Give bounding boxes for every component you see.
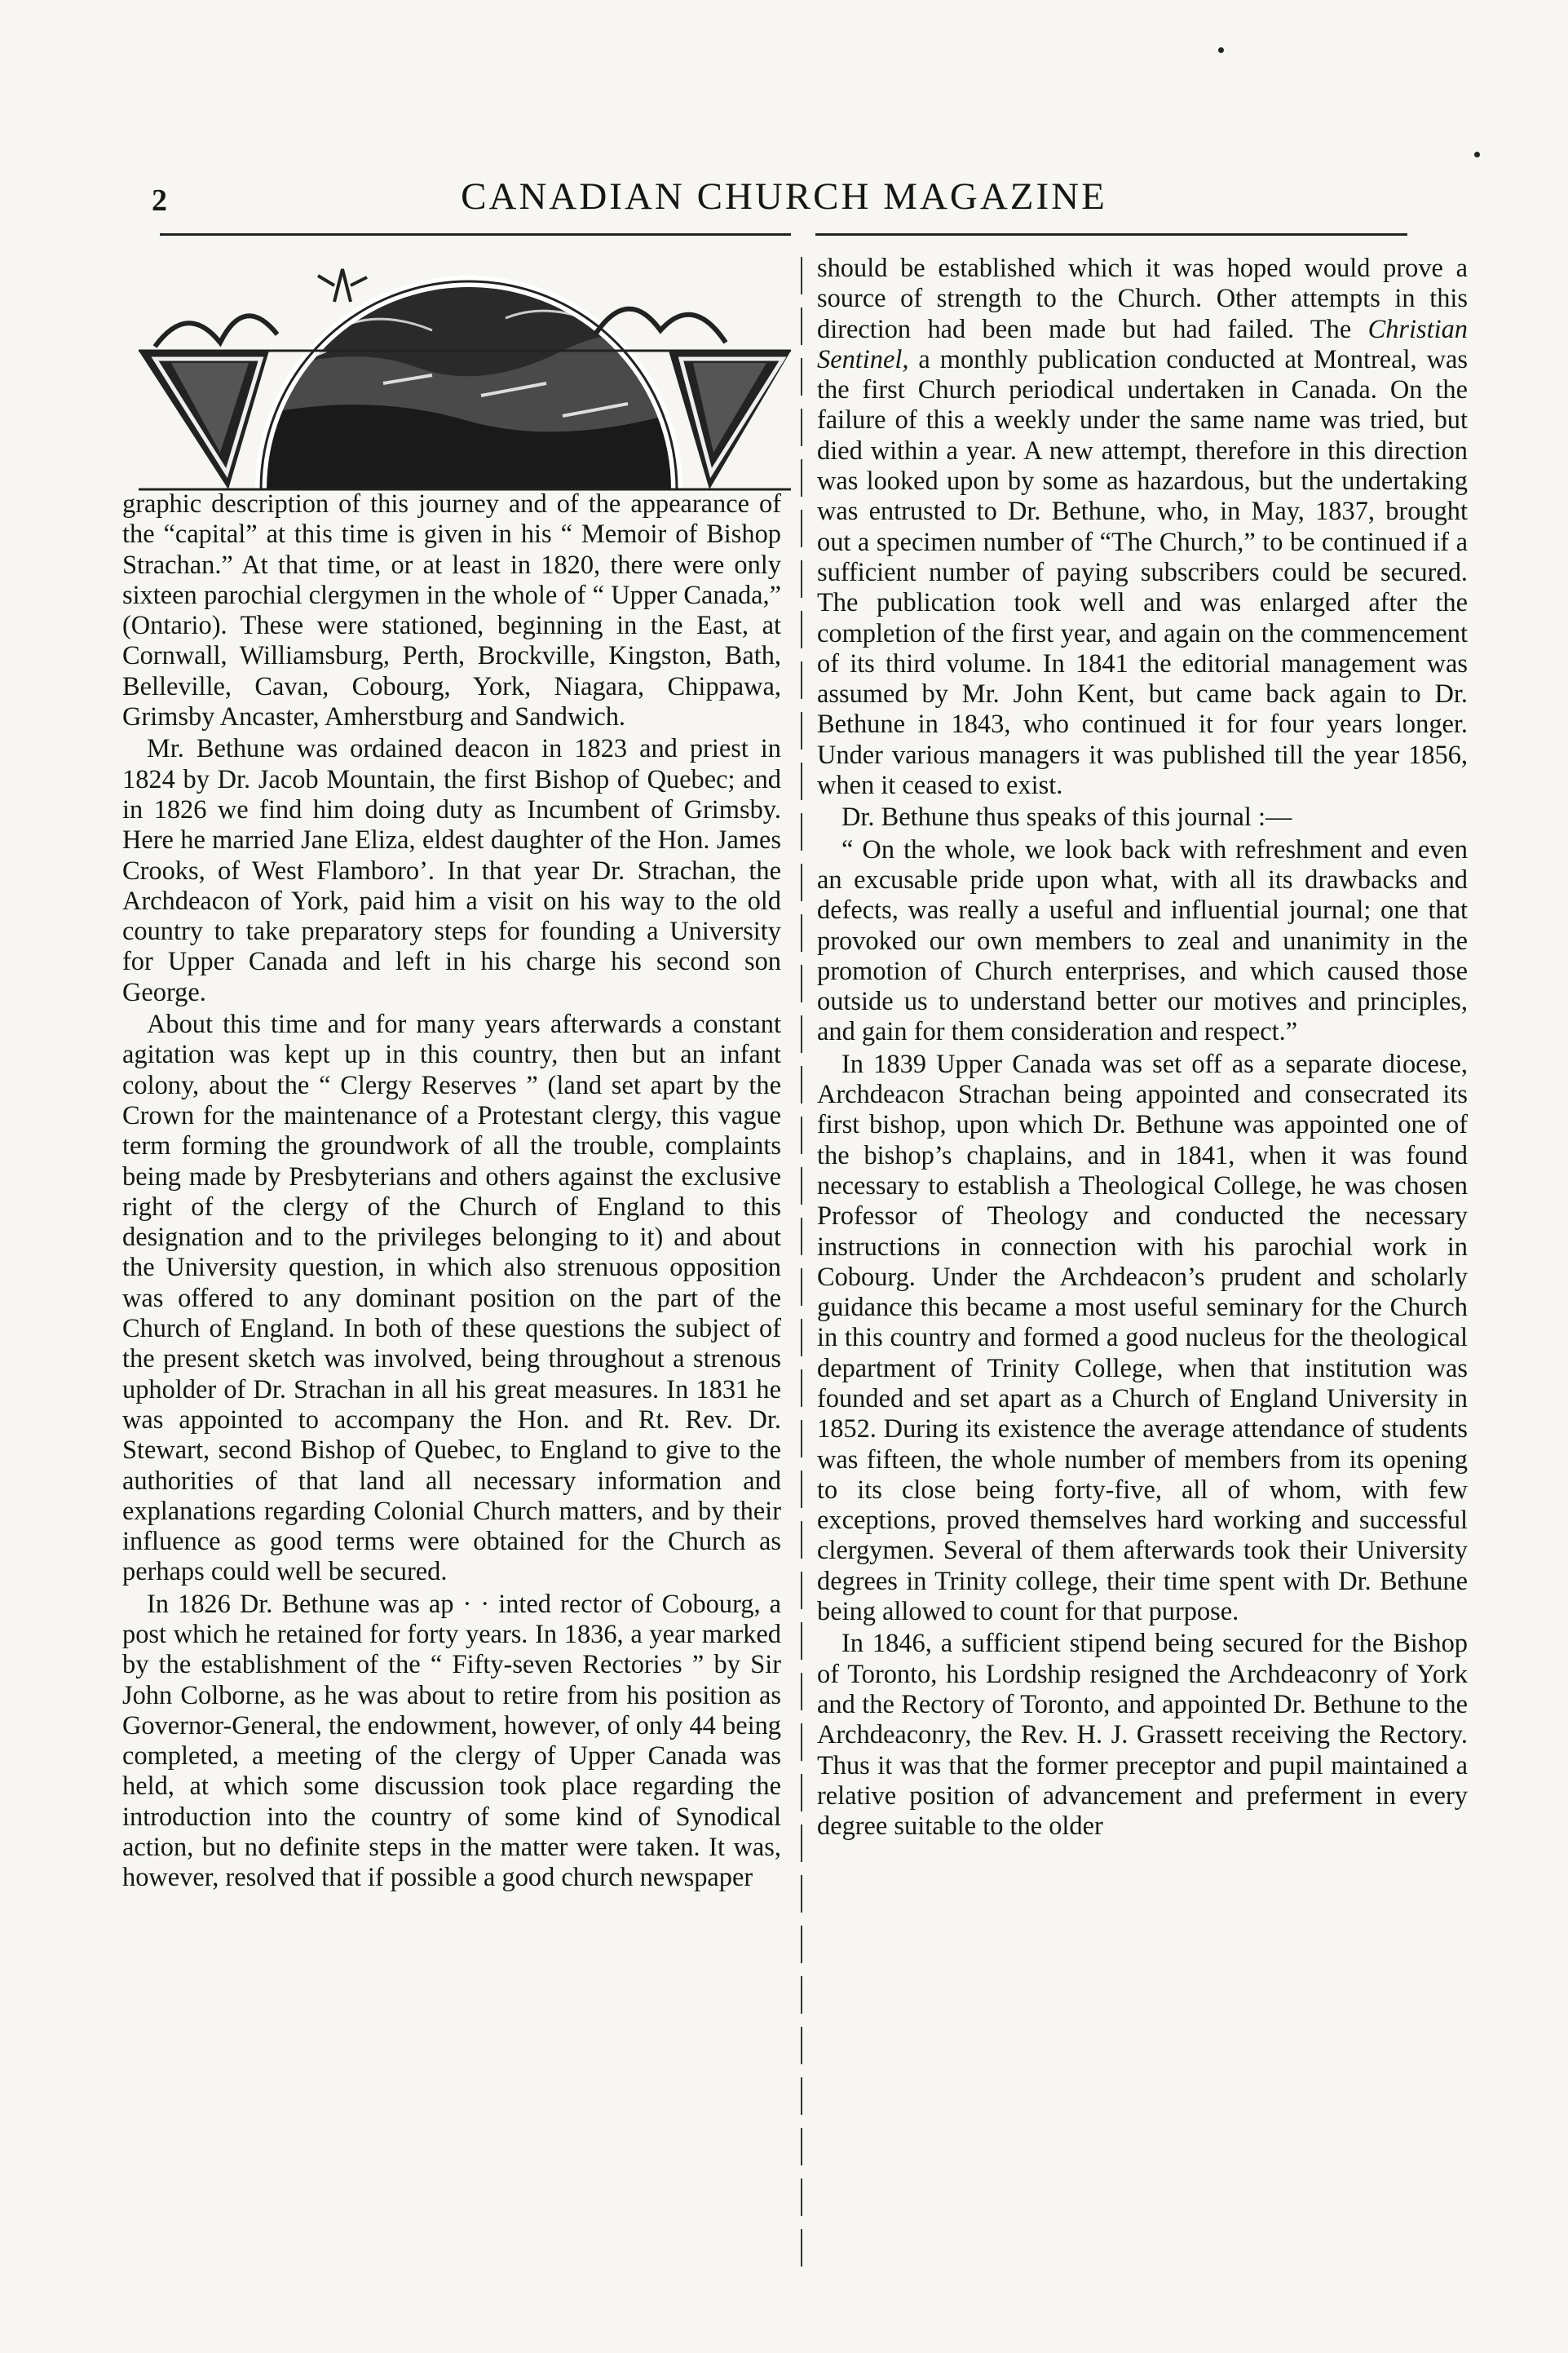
left-paragraph-3: About this time and for many years afterwards a constant agitation was kept up in this country, then but an infant colony, about the “ Clergy Reserves ” (land set apart by the Crown for the maintenance of a Protestant clergy, this vague term forming the groundwork of all the trouble, complaints being made by Presbyterians and others against the exclusive right of the clergy of the Church of England to this designation and to the privileges belonging to it) and about the University question, in which also strenuous opposition was offered to any dominant position on the part of the Church of England. In both of these questions the subject of the present sketch was involved, being throughout a strenous upholder of Dr. Strachan in all his great measures. In 1831 he was appointed to accompany the Hon. and Rt. Rev. Dr. Stewart, second Bishop of Quebec, to England to give to the authorities of that land all necessary information and explanations regarding Colonial Church matters, and by their influence as good terms were obtained for the Church as perhaps could well be secured. <box>122 1010 781 1587</box>
stray-dot-top <box>1218 47 1224 53</box>
left-paragraph-4: In 1826 Dr. Bethune was ap · · inted rector of Cobourg, a post which he retained for forty years. In 1836, a year marked by the establishment of the “ Fifty-seven Rectories ” by Sir John Colborne, as he was about to retire from his position as Governor-General, the endowment, however, of only 44 being completed, a meeting of the clergy of Upper Canada was held, at which some discussion took place regarding the introduction into the country of some kind of Synodical action, but no definite steps in the matter were taken. It was, however, resolved that if possible a good church newspaper <box>122 1589 781 1893</box>
right-paragraph-3-quote: “ On the whole, we look back with refreshment and even an excusable pride upon what, with all its drawbacks and defects, was really a useful and influential journal; one that provoked our own members to zeal and unanimity in the promotion of Church enterprises, and which caused those outside us to understand better our motives and principles, and gain for them consideration and respect.” <box>817 834 1468 1047</box>
right-column <box>817 254 1468 1842</box>
header-rule-left <box>160 233 791 236</box>
running-title: CANADIAN CHURCH MAGAZINE <box>461 175 1107 218</box>
column-divider <box>801 257 802 2271</box>
left-column <box>122 489 781 1894</box>
right-paragraph-5: In 1846, a sufficient stipend being secured for the Bishop of Toronto, his Lordship resigned the Archdeaconry of York and the Rectory of Toronto, and appointed Dr. Bethune to the Archdeaconry, the Rev. H. J. Grassett receiving the Rectory. Thus it was that the former preceptor and pupil maintained a relative position of advancement and preferment in every degree suitable to the older <box>817 1629 1468 1842</box>
left-paragraph-2: Mr. Bethune was ordained deacon in 1823 and priest in 1824 by Dr. Jacob Mountain, the first Bishop of Quebec; and in 1826 we find him doing duty as Incumbent of Grimsby. Here he married Jane Eliza, eldest daughter of the Hon. James Crooks, of West Flamboro’. In that year Dr. Strachan, the Archdeacon of York, paid him a visit on his way to the old country to take preparatory steps for founding a University for Upper Canada and left in his charge his second son George. <box>122 734 781 1007</box>
right-paragraph-1 <box>817 254 1468 801</box>
header-rule-right <box>815 233 1407 236</box>
landscape-arch-ornament-icon <box>139 253 791 493</box>
right-paragraph-1-start: should be established which it was hoped would prove a source of strength to the Church. Other attempts in this direction had been made but had failed. The <box>817 254 1468 344</box>
page-number: 2 <box>152 184 167 218</box>
right-paragraph-1-rest: a monthly publication conducted at Montreal, was the first Church periodical undertaken in Canada. On the failure of this a weekly under the same name was tried, but died within a year. A new attempt, therefore in this direction was looked upon by some as hazardous, but the undertaking was entrusted to Dr. Bethune, who, in May, 1837, brought out a specimen number of “The Church,” to be continued if a sufficient number of paying subscribers could be secured. The publication took well and was enlarged after the completion of the first year, and again on the commencement of its third volume. In 1841 the editorial management was assumed by Mr. John Kent, but came back again to Dr. Bethune in 1843, who continued it for four years longer. Under various managers it was published till the year 1856, when it ceased to exist. <box>817 344 1469 801</box>
right-paragraph-4: In 1839 Upper Canada was set off as a separate diocese, Archdeacon Strachan being appointed and consecrated its first bishop, upon which Dr. Bethune was appointed one of the bishop’s chaplains, and in 1841, when it was found necessary to establish a Theological College, he was chosen Professor of Theology and conducted the necessary instructions in connection with his parochial work in Cobourg. Under the Archdeacon’s prudent and scholarly guidance this became a most useful seminary for the Church in this country and formed a good nucleus for the theological department of Trinity College, when that institution was founded and set apart as a Church of England University in 1852. During its existence the average attendance of students was fifteen, the whole number of members from its opening to its close being forty-five, all of whom, with few exceptions, proved themselves hard working and successful clergymen. Several of them afterwards took their University degrees in Trinity college, their time spent with Dr. Bethune being allowed to count for that purpose. <box>817 1049 1468 1627</box>
page-header <box>0 0 1568 245</box>
left-paragraph-1: graphic description of this journey and of the appearance of the “capital” at this time is given in his “ Memoir of Bishop Strachan.” At that time, or at least in 1820, there were only sixteen parochial clergymen in the whole of “ Upper Canada,” (Ontario). These were stationed, beginning in the East, at Cornwall, Williamsburg, Perth, Brockville, Kingston, Bath, Belleville, Cavan, Cobourg, York, Niagara, Chippawa, Grimsby Ancaster, Amherstburg and Sandwich. <box>122 489 781 732</box>
right-paragraph-2: Dr. Bethune thus speaks of this journal :— <box>841 803 1292 833</box>
periodical-title: Christian Sentinel, <box>817 314 1468 374</box>
stray-dot-right <box>1474 152 1480 157</box>
